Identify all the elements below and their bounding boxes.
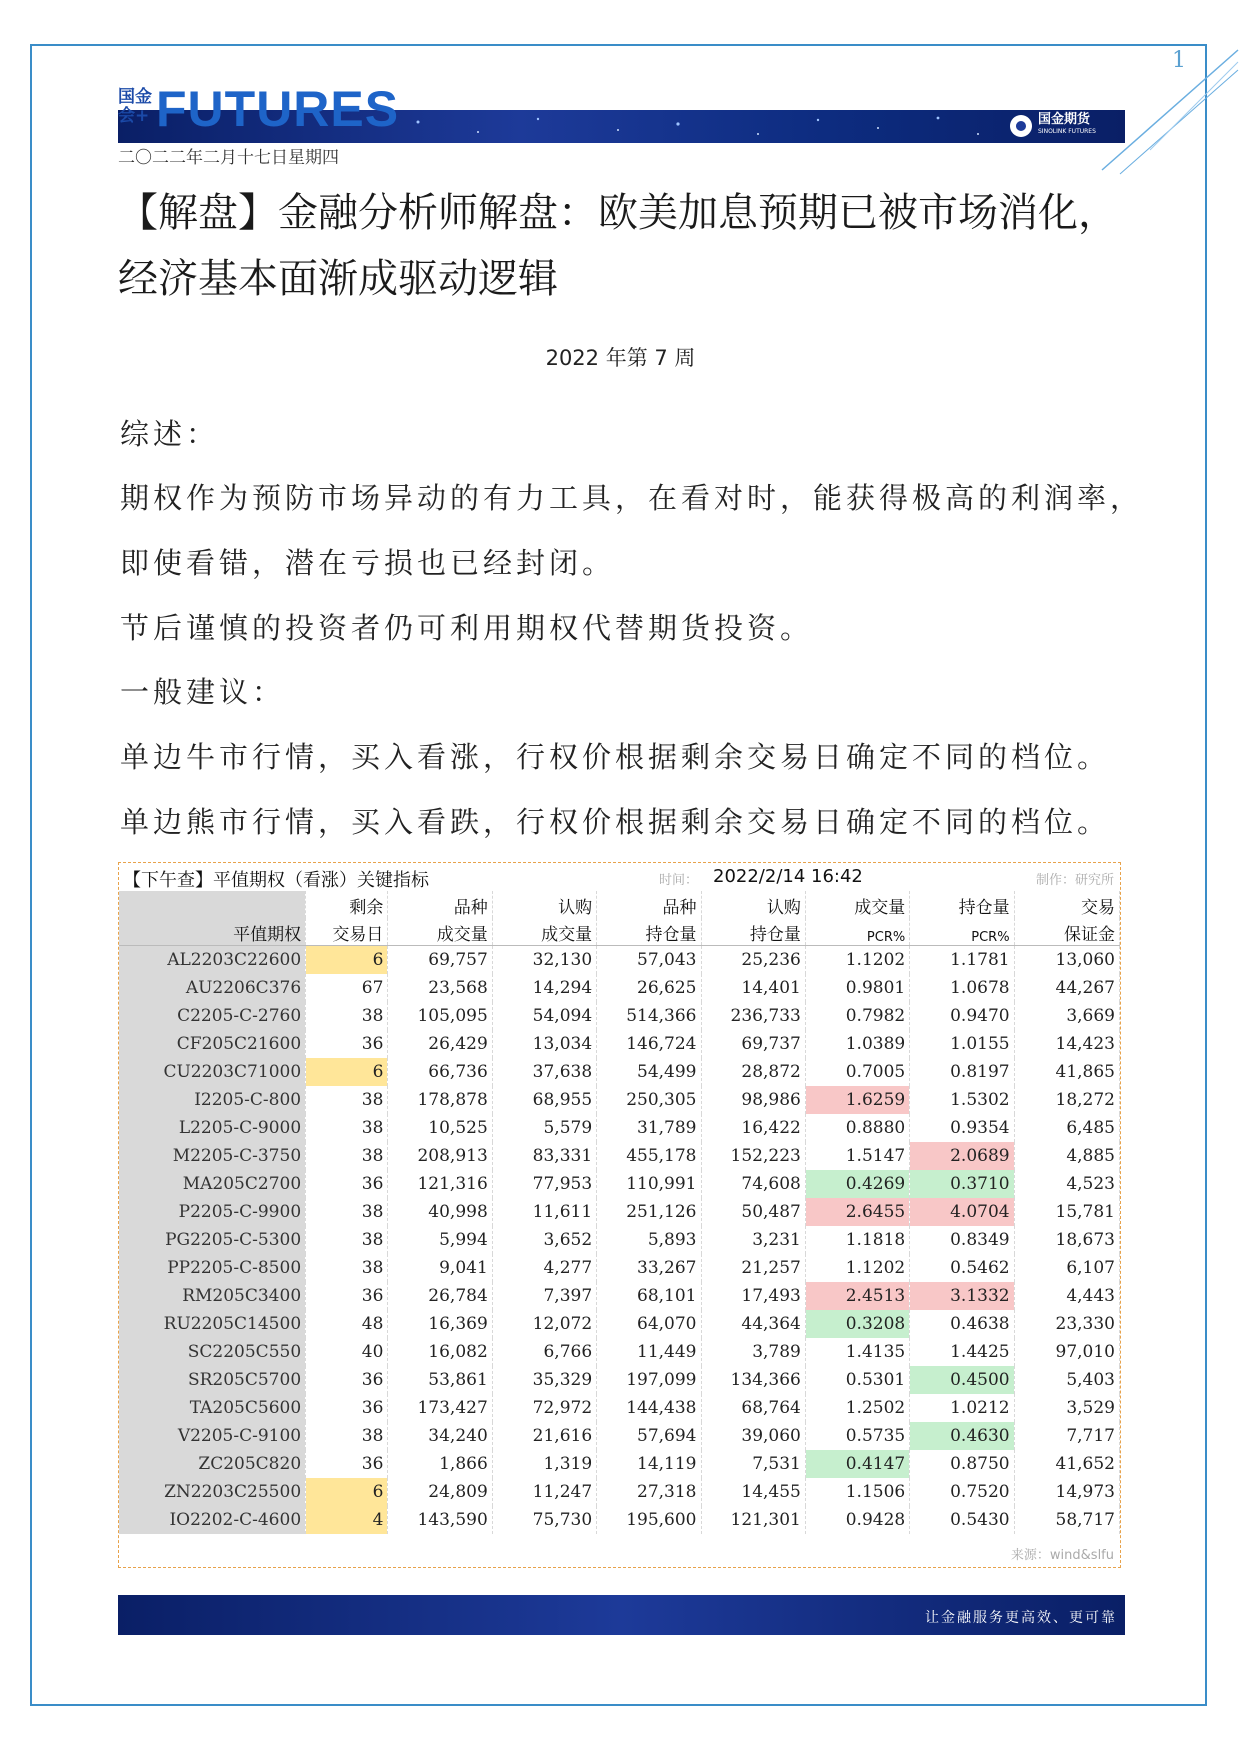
time-label: 时间： [659,873,699,888]
table-cell: 1.0212 [910,1394,1014,1422]
table-cell: 16,422 [701,1114,805,1142]
table-cell: 27,318 [597,1478,701,1506]
table-cell: 38 [306,1142,388,1170]
table-cell: 4,277 [492,1254,596,1282]
table-cell: 37,638 [492,1058,596,1086]
table-cell: 0.8880 [805,1114,909,1142]
table-cell: 16,082 [388,1338,492,1366]
table-cell: 0.3208 [805,1310,909,1338]
table-cell: 54,094 [492,1002,596,1030]
column-header: 持仓量 [701,918,805,946]
table-row [119,1282,1120,1310]
logo-zh: 国金会+ [118,87,152,126]
table-cell: 1.2502 [805,1394,909,1422]
table-cell: 48 [306,1310,388,1338]
table-cell: 38 [306,1002,388,1030]
table-cell: 134,366 [701,1366,805,1394]
table-cell: 68,955 [492,1086,596,1114]
table-cell: 28,872 [701,1058,805,1086]
table-cell: 34,240 [388,1422,492,1450]
column-header: 平值期权 [119,918,306,946]
table-cell: 14,119 [597,1450,701,1478]
table-cell: 105,095 [388,1002,492,1030]
table-cell: 0.5462 [910,1254,1014,1282]
table-cell: 3,789 [701,1338,805,1366]
table-cell: 1.0389 [805,1030,909,1058]
table-cell: 97,010 [1014,1338,1119,1366]
table-cell: 67 [306,974,388,1002]
table-cell: 121,316 [388,1170,492,1198]
maker-label: 制作：研究所 [1035,873,1114,888]
table-cell: 178,878 [388,1086,492,1114]
table-cell: 2.4513 [805,1282,909,1310]
table-row [119,1030,1120,1058]
table-cell: 36 [306,1170,388,1198]
paragraph: 综述： [120,417,220,451]
option-code-cell: P2205-C-9900 [119,1198,306,1226]
week-label: 2022 年第 7 周 [545,346,696,370]
table-cell: 23,330 [1014,1310,1119,1338]
table-cell: 143,590 [388,1506,492,1534]
table-cell: 17,493 [701,1282,805,1310]
table-cell: 0.4147 [805,1450,909,1478]
header-row-bottom [119,918,1120,946]
table-cell: 1.5302 [910,1086,1014,1114]
table-cell: 24,809 [388,1478,492,1506]
table-cell: 0.9470 [910,1002,1014,1030]
table-row [119,1114,1120,1142]
column-header-top: 持仓量 [910,891,1014,918]
table-cell: 38 [306,1114,388,1142]
option-code-cell: AU2206C376 [119,974,306,1002]
table-cell: 14,973 [1014,1478,1119,1506]
table-cell: 26,429 [388,1030,492,1058]
table-cell: 251,126 [597,1198,701,1226]
table-cell: 18,272 [1014,1086,1119,1114]
brand-name-en: SINOLINK FUTURES [1038,128,1096,135]
option-code-cell: SR205C5700 [119,1366,306,1394]
table-cell: 0.5735 [805,1422,909,1450]
table-cell: 1.0155 [910,1030,1014,1058]
brand-logo [1010,114,1096,138]
option-code-cell: C2205-C-2760 [119,1002,306,1030]
table-row [119,1198,1120,1226]
table-cell: 38 [306,1198,388,1226]
table-cell: 68,764 [701,1394,805,1422]
table-cell: 250,305 [597,1086,701,1114]
table-cell: 40,998 [388,1198,492,1226]
column-header-top: 认购 [492,891,596,918]
footer-slogan: 让金融服务更高效、更可靠 [925,1610,1117,1626]
option-code-cell: MA205C2700 [119,1170,306,1198]
option-code-cell: ZN2203C25500 [119,1478,306,1506]
table-cell: 72,972 [492,1394,596,1422]
table-cell: 1.1506 [805,1478,909,1506]
table-cell: 0.9428 [805,1506,909,1534]
table-caption: 【下午查】平值期权（看涨）关键指标 [123,870,429,891]
column-header-top [119,891,306,918]
table-cell: 1.5147 [805,1142,909,1170]
table-cell: 36 [306,1394,388,1422]
table-cell: 11,247 [492,1478,596,1506]
table-cell: 13,060 [1014,946,1119,975]
table-cell: 39,060 [701,1422,805,1450]
column-header-top: 成交量 [805,891,909,918]
table-cell: 35,329 [492,1366,596,1394]
table-cell: 26,784 [388,1282,492,1310]
option-code-cell: I2205-C-800 [119,1086,306,1114]
table-cell: 3,231 [701,1226,805,1254]
table-cell: 3,669 [1014,1002,1119,1030]
table-cell: 0.5430 [910,1506,1014,1534]
table-cell: 66,736 [388,1058,492,1086]
table-cell: 25,236 [701,946,805,975]
table-cell: 57,043 [597,946,701,975]
option-code-cell: L2205-C-9000 [119,1114,306,1142]
table-cell: 173,427 [388,1394,492,1422]
table-cell: 38 [306,1226,388,1254]
table-cell: 1,866 [388,1450,492,1478]
table-cell: 4.0704 [910,1198,1014,1226]
option-code-cell: PP2205-C-8500 [119,1254,306,1282]
table-cell: 0.4269 [805,1170,909,1198]
footer-banner [118,1595,1125,1635]
table-cell: 0.3710 [910,1170,1014,1198]
table-cell: 98,986 [701,1086,805,1114]
table-cell: 50,487 [701,1198,805,1226]
brand-name-zh: 国金期货 [1038,112,1091,127]
column-header: 成交量 [388,918,492,946]
table-row [119,1086,1120,1114]
source-label: 来源：wind&slfu [1010,1548,1114,1563]
table-cell: 1.4425 [910,1338,1014,1366]
table-cell: 18,673 [1014,1226,1119,1254]
table-cell: 44,267 [1014,974,1119,1002]
table-cell: 6 [306,1058,388,1086]
table-cell: 68,101 [597,1282,701,1310]
paragraph: 单边熊市行情，买入看跌，行权价根据剩余交易日确定不同的档位。 [120,805,1111,839]
option-code-cell: AL2203C22600 [119,946,306,975]
table-cell: 64,070 [597,1310,701,1338]
table-cell: 1.1202 [805,946,909,975]
table-cell: 3,652 [492,1226,596,1254]
table-cell: 4,523 [1014,1170,1119,1198]
table-cell: 1.6259 [805,1086,909,1114]
table-row [119,1002,1120,1030]
table-cell: 0.4638 [910,1310,1014,1338]
table-cell: 2.0689 [910,1142,1014,1170]
table-cell: 5,893 [597,1226,701,1254]
table-cell: 23,568 [388,974,492,1002]
table-cell: 36 [306,1366,388,1394]
table-cell: 197,099 [597,1366,701,1394]
table-cell: 69,757 [388,946,492,975]
table-cell: 0.9354 [910,1114,1014,1142]
table-cell: 38 [306,1086,388,1114]
header-row-top [119,891,1120,918]
table-cell: 11,611 [492,1198,596,1226]
table-cell: 0.7520 [910,1478,1014,1506]
table-cell: 40 [306,1338,388,1366]
table-cell: 4 [306,1506,388,1534]
table-cell: 1.1781 [910,946,1014,975]
table-cell: 41,652 [1014,1450,1119,1478]
table-cell: 110,991 [597,1170,701,1198]
table-cell: 0.4630 [910,1422,1014,1450]
column-header: PCR% [910,918,1014,946]
table-cell: 0.8349 [910,1226,1014,1254]
table-cell: 7,397 [492,1282,596,1310]
table-cell: 0.5301 [805,1366,909,1394]
table-cell: 0.8750 [910,1450,1014,1478]
column-header-top: 交易 [1014,891,1119,918]
table-cell: 1.1818 [805,1226,909,1254]
column-header: 交易日 [306,918,388,946]
column-header-top: 品种 [388,891,492,918]
column-header-top: 品种 [597,891,701,918]
table-cell: 21,257 [701,1254,805,1282]
table-row [119,1366,1120,1394]
table-row [119,1394,1120,1422]
option-code-cell: RM205C3400 [119,1282,306,1310]
table-cell: 5,579 [492,1114,596,1142]
paragraph: 节后谨慎的投资者仍可利用期权代替期货投资。 [120,611,814,645]
table-row [119,1254,1120,1282]
option-code-cell: PG2205-C-5300 [119,1226,306,1254]
table-cell: 32,130 [492,946,596,975]
column-header: 成交量 [492,918,596,946]
table-cell: 7,531 [701,1450,805,1478]
table-cell: 33,267 [597,1254,701,1282]
options-table-panel [118,862,1121,1568]
table-cell: 36 [306,1030,388,1058]
table-cell: 455,178 [597,1142,701,1170]
table-cell: 6 [306,1478,388,1506]
table-row [119,974,1120,1002]
table-cell: 53,861 [388,1366,492,1394]
table-cell: 75,730 [492,1506,596,1534]
table-cell: 0.7982 [805,1002,909,1030]
page-number: 1 [1172,48,1186,73]
table-row [119,1310,1120,1338]
table-cell: 6,766 [492,1338,596,1366]
table-cell: 514,366 [597,1002,701,1030]
table-row [119,1226,1120,1254]
table-cell: 57,694 [597,1422,701,1450]
table-cell: 14,294 [492,974,596,1002]
table-cell: 121,301 [701,1506,805,1534]
table-cell: 36 [306,1450,388,1478]
option-code-cell: M2205-C-3750 [119,1142,306,1170]
table-cell: 77,953 [492,1170,596,1198]
table-cell: 58,717 [1014,1506,1119,1534]
table-cell: 44,364 [701,1310,805,1338]
paragraph: 一般建议： [120,675,286,709]
table-cell: 1.0678 [910,974,1014,1002]
table-cell: 6,107 [1014,1254,1119,1282]
column-header-top: 剩余 [306,891,388,918]
table-row [119,1478,1120,1506]
table-cell: 5,403 [1014,1366,1119,1394]
table-cell: 1.1202 [805,1254,909,1282]
table-cell: 14,401 [701,974,805,1002]
table-cell: 1.4135 [805,1338,909,1366]
table-cell: 11,449 [597,1338,701,1366]
table-cell: 26,625 [597,974,701,1002]
paragraph: 即使看错，潜在亏损也已经封闭。 [120,546,616,580]
table-cell: 6 [306,946,388,975]
report-date: 二〇二二年二月十七日星期四 [118,148,339,168]
option-code-cell: RU2205C14500 [119,1310,306,1338]
table-row [119,1170,1120,1198]
logo-futures: FUTURES [156,81,400,137]
table-cell: 152,223 [701,1142,805,1170]
table-row [119,1450,1120,1478]
option-code-cell: V2205-C-9100 [119,1422,306,1450]
table-cell: 12,072 [492,1310,596,1338]
table-cell: 195,600 [597,1506,701,1534]
table-cell: 0.7005 [805,1058,909,1086]
brand-circle-icon [1010,115,1032,137]
option-code-cell: CF205C21600 [119,1030,306,1058]
table-cell: 21,616 [492,1422,596,1450]
table-cell: 74,608 [701,1170,805,1198]
table-row [119,1506,1120,1534]
table-row [119,1058,1120,1086]
table-cell: 144,438 [597,1394,701,1422]
option-code-cell: CU2203C71000 [119,1058,306,1086]
column-header: 保证金 [1014,918,1119,946]
table-cell: 5,994 [388,1226,492,1254]
option-code-cell: ZC205C820 [119,1450,306,1478]
table-cell: 13,034 [492,1030,596,1058]
article-title: 【解盘】金融分析师解盘：欧美加息预期已被市场消化，经济基本面渐成驱动逻辑 [118,190,1118,302]
column-header-top: 认购 [701,891,805,918]
table-cell: 9,041 [388,1254,492,1282]
paragraph: 期权作为预防市场异动的有力工具，在看对时，能获得极高的利润率， [120,481,1144,515]
table-row [119,1338,1120,1366]
table-cell: 16,369 [388,1310,492,1338]
table-row [119,1142,1120,1170]
option-code-cell: SC2205C550 [119,1338,306,1366]
table-cell: 31,789 [597,1114,701,1142]
table-cell: 54,499 [597,1058,701,1086]
table-cell: 15,781 [1014,1198,1119,1226]
column-header: PCR% [805,918,909,946]
table-row [119,1422,1120,1450]
column-header: 持仓量 [597,918,701,946]
table-cell: 6,485 [1014,1114,1119,1142]
table-cell: 36 [306,1282,388,1310]
table-cell: 4,885 [1014,1142,1119,1170]
time-value: 2022/2/14 16:42 [713,866,863,887]
table-cell: 41,865 [1014,1058,1119,1086]
paragraph: 单边牛市行情，买入看涨，行权价根据剩余交易日确定不同的档位。 [120,740,1111,774]
table-cell: 4,443 [1014,1282,1119,1310]
table-cell: 38 [306,1422,388,1450]
table-cell: 0.4500 [910,1366,1014,1394]
table-cell: 14,423 [1014,1030,1119,1058]
table-cell: 69,737 [701,1030,805,1058]
table-cell: 208,913 [388,1142,492,1170]
table-cell: 2.6455 [805,1198,909,1226]
table-row [119,946,1120,975]
table-cell: 14,455 [701,1478,805,1506]
table-cell: 7,717 [1014,1422,1119,1450]
table-cell: 83,331 [492,1142,596,1170]
table-cell: 10,525 [388,1114,492,1142]
option-code-cell: IO2202-C-4600 [119,1506,306,1534]
table-cell: 38 [306,1254,388,1282]
option-code-cell: TA205C5600 [119,1394,306,1422]
table-cell: 3.1332 [910,1282,1014,1310]
options-table [119,891,1120,1534]
table-cell: 3,529 [1014,1394,1119,1422]
table-cell: 146,724 [597,1030,701,1058]
table-cell: 0.9801 [805,974,909,1002]
table-cell: 1,319 [492,1450,596,1478]
table-cell: 236,733 [701,1002,805,1030]
table-cell: 0.8197 [910,1058,1014,1086]
